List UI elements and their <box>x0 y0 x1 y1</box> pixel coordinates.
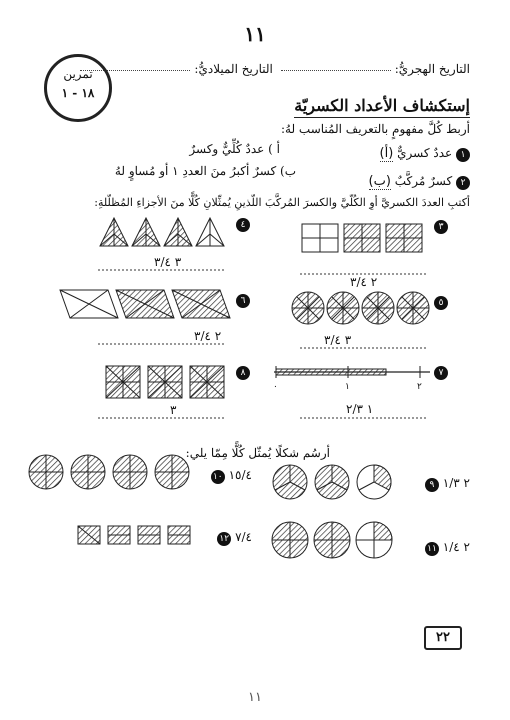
page-number-top: ١١ <box>244 22 266 46</box>
question-number-badge: ٩ <box>425 478 439 492</box>
q10-fraction: ١٥/٤ <box>228 468 252 482</box>
number-line-tick-2: ٢ <box>417 382 422 392</box>
question-number-badge: ٣ <box>434 220 448 234</box>
exercise-badge <box>44 54 112 122</box>
question-number-badge: ٥ <box>434 296 448 310</box>
gregorian-date-label: التاريخ الميلاديُّ: <box>194 62 273 76</box>
question-number-badge: ٢ <box>456 176 470 190</box>
hijri-date-label: التاريخ الهجريُّ: <box>394 62 470 76</box>
match-item-1-answer[interactable]: (أ) <box>379 146 394 161</box>
question-number-badge: ١١ <box>425 542 439 556</box>
q10-label <box>211 468 252 484</box>
q11-circle-2 <box>314 522 350 558</box>
page-title: إستكشاف الأعداد الكسريّة <box>294 96 470 118</box>
q10-circle-3 <box>113 455 147 489</box>
square-8-1 <box>106 366 140 398</box>
triangle-1 <box>100 218 128 246</box>
q6-answer-line <box>98 326 228 350</box>
triangle-4 <box>196 218 224 246</box>
svg-text:٣: ٣ <box>170 403 177 417</box>
match-item-1-label: عددٌ كسريٌّ <box>397 146 453 160</box>
question-number-badge: ١٠ <box>211 470 225 484</box>
q5-answer-line <box>300 330 430 354</box>
circle-1 <box>292 292 324 324</box>
q12-square-1 <box>78 526 100 544</box>
q8-squares-figure <box>104 364 234 400</box>
question-number-badge: ٦ <box>236 294 250 308</box>
q12-label <box>217 530 252 546</box>
match-item-2 <box>369 174 470 190</box>
q5-circles-figure <box>290 290 430 326</box>
svg-text:١ ٢/٣: ١ ٢/٣ <box>346 402 374 416</box>
q12-square-2 <box>108 526 130 544</box>
page-box-number: ٢٢ <box>424 626 462 650</box>
section2-instruction: أكتبِ العددَ الكسريَّ أوِ الكُلّيَّ والكسرَ المُركَّبَ اللّذينِ يُمثِّلانِ كُلًّا منَ الأجزاءِ المُظلّلةِ: <box>94 196 470 209</box>
match-item-1 <box>380 146 470 162</box>
badge-label: تمرين <box>63 67 93 81</box>
q8-answer-line <box>98 400 228 424</box>
svg-text:٣ ٣/٤: ٣ ٣/٤ <box>154 255 182 269</box>
definition-b: ب) كسرٌ أكبرُ منَ العددِ ١ أو مُساوٍ لهُ <box>114 164 296 178</box>
question-number-badge: ٧ <box>434 366 448 380</box>
q4-triangles-figure <box>98 216 228 248</box>
svg-text:٢ ٣/٤: ٢ ٣/٤ <box>194 329 222 343</box>
q9-circle-2 <box>315 465 349 499</box>
q11-circle-3 <box>356 522 392 558</box>
parallelogram-2 <box>116 290 174 318</box>
q10-circle-2 <box>71 455 105 489</box>
q9-label <box>425 476 470 492</box>
q9-drawing[interactable] <box>270 462 420 502</box>
q11-drawing[interactable] <box>270 518 420 562</box>
q12-fraction: ٧/٤ <box>235 530 252 544</box>
match-item-2-answer[interactable]: (ب) <box>368 174 391 189</box>
section3-instruction: أرسُم شكلًا يُمثّل كُلًّا مِمّا يلي: <box>185 446 330 460</box>
q11-fraction: ٢ ١/٤ <box>442 540 470 554</box>
q11-circle-1 <box>272 522 308 558</box>
q10-circle-1 <box>29 455 63 489</box>
q11-label <box>425 540 470 556</box>
section1-instruction: أربط كُلَّ مفهومٍ بالتعريف المُناسب لهُ: <box>280 122 470 136</box>
q7-answer-line <box>300 398 430 422</box>
q7-number-line-figure <box>272 362 432 392</box>
hijri-date-field[interactable] <box>281 69 391 71</box>
parallelogram-3 <box>172 290 230 318</box>
definition-a: أ ) عددٌ كُلِّيٌّ وكسرٌ <box>189 142 280 156</box>
q6-parallelograms-figure <box>58 288 238 322</box>
q10-drawing[interactable] <box>26 452 202 492</box>
parallelogram-1 <box>60 290 118 318</box>
q10-circle-4 <box>155 455 189 489</box>
question-number-badge: ١٢ <box>217 532 231 546</box>
square-8-3 <box>190 366 224 398</box>
triangle-2 <box>132 218 160 246</box>
square-2 <box>344 224 380 252</box>
circle-4 <box>397 292 429 324</box>
triangle-3 <box>164 218 192 246</box>
question-number-badge: ٤ <box>236 218 250 232</box>
square-8-2 <box>148 366 182 398</box>
circle-2 <box>327 292 359 324</box>
question-number-badge: ٨ <box>236 366 250 380</box>
q12-drawing[interactable] <box>76 524 196 548</box>
number-line-tick-0: ٠ <box>273 382 278 392</box>
square-3 <box>386 224 422 252</box>
q12-square-3 <box>138 526 160 544</box>
badge-number: ١٨ - ١ <box>61 86 95 100</box>
q9-fraction: ٢ ١/٣ <box>442 476 470 490</box>
q9-circle-3 <box>357 465 391 499</box>
q3-squares-figure <box>300 222 430 254</box>
square-1 <box>302 224 338 252</box>
q12-square-4 <box>168 526 190 544</box>
number-line-tick-1: ١ <box>345 382 350 392</box>
svg-text:٣ ٣/٤: ٣ ٣/٤ <box>324 333 352 347</box>
circle-3 <box>362 292 394 324</box>
page-number-bottom: ١١ <box>248 690 262 705</box>
question-number-badge: ١ <box>456 148 470 162</box>
match-item-2-label: كسرٌ مُركَّبٌ <box>394 174 453 188</box>
q3-answer-line <box>300 266 430 290</box>
svg-text:٢ ٣/٤: ٢ ٣/٤ <box>350 275 378 289</box>
q9-circle-1 <box>273 465 307 499</box>
date-line <box>76 62 470 76</box>
q4-answer-line <box>98 254 228 278</box>
